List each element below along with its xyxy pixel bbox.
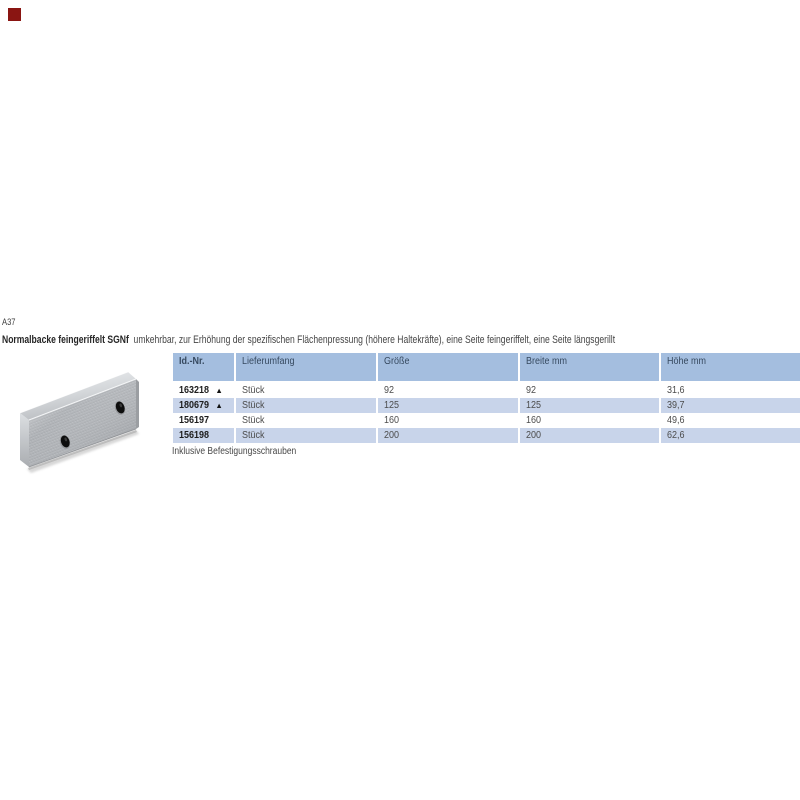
- page-label: A37: [2, 317, 16, 328]
- header-cell-hoehe: Höhe mm: [659, 353, 800, 381]
- cell-hoehe: 39,7: [659, 398, 800, 413]
- product-title-bold: Normalbacke feingeriffelt SGNf: [2, 334, 129, 346]
- table-header-row: [173, 353, 800, 381]
- cell-lieferumfang: Stück: [234, 398, 376, 413]
- product-photo: [18, 366, 170, 476]
- table-row: [173, 383, 800, 398]
- cell-id: 156197: [179, 415, 210, 426]
- product-title-description: umkehrbar, zur Erhöhung der spezifischen Flächenpressung (höhere Haltekräfte), eine Seite feingeriffelt, eine Seite längsgerillt: [133, 334, 616, 346]
- cell-hoehe: 62,6: [659, 428, 800, 443]
- parts-table: [173, 353, 800, 443]
- cell-lieferumfang: Stück: [234, 413, 376, 428]
- cell-lieferumfang: Stück: [234, 428, 376, 443]
- cell-breite: 125: [518, 398, 659, 413]
- table-row: [173, 428, 800, 443]
- cell-breite: 92: [518, 383, 659, 398]
- product-title: [2, 334, 615, 346]
- cell-groesse: 160: [376, 413, 518, 428]
- header-cell-breite: Breite mm: [518, 353, 659, 381]
- vise-jaw-illustration: [18, 366, 170, 476]
- header-cell-id: Id.-Nr.: [179, 356, 205, 367]
- chapter-tab-marker: [8, 8, 21, 21]
- cell-id: 180679 ▲: [179, 400, 223, 411]
- triangle-marker-icon: ▲: [215, 400, 223, 410]
- cell-groesse: 200: [376, 428, 518, 443]
- cell-breite: 200: [518, 428, 659, 443]
- triangle-marker-icon: ▲: [215, 385, 223, 395]
- table-row: [173, 398, 800, 413]
- cell-id: 156198: [179, 430, 210, 441]
- cell-id: 163218 ▲: [179, 385, 223, 396]
- cell-hoehe: 31,6: [659, 383, 800, 398]
- table-row: [173, 413, 800, 428]
- cell-groesse: 92: [376, 383, 518, 398]
- footnote: Inklusive Befestigungsschrauben: [172, 446, 297, 457]
- cell-breite: 160: [518, 413, 659, 428]
- header-cell-lieferumfang: Lieferumfang: [234, 353, 376, 381]
- cell-lieferumfang: Stück: [234, 383, 376, 398]
- cell-hoehe: 49,6: [659, 413, 800, 428]
- header-cell-groesse: Größe: [376, 353, 518, 381]
- cell-groesse: 125: [376, 398, 518, 413]
